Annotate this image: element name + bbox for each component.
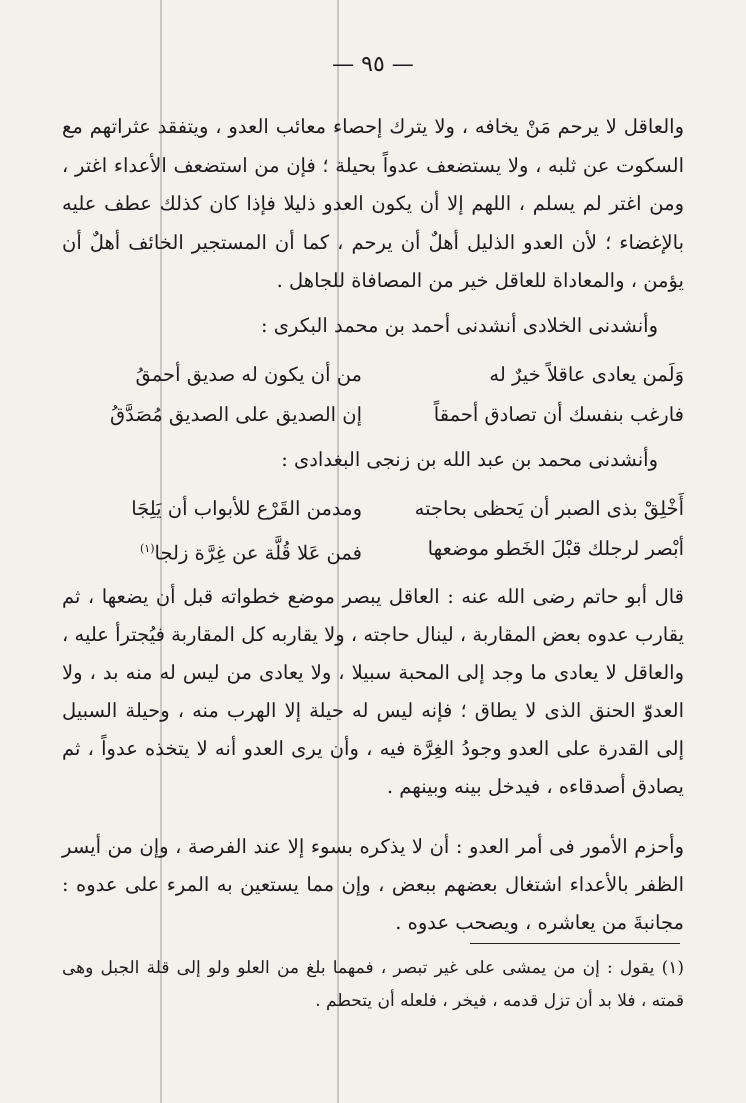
verse-first-hemistich: أَخْلِقْ بذى الصبر أن يَحظى بحاجته xyxy=(414,497,684,520)
verse-intro-2: وأنشدنى محمد بن عبد الله بن زنجى البغدادى : xyxy=(281,448,658,471)
verse-first-hemistich: أبْصر لرجلك قبْلَ الخَطو موضعها xyxy=(427,537,684,560)
verse-first-hemistich: فارغب بنفسك أن تصادق أحمقاً xyxy=(433,403,684,426)
footnote-separator xyxy=(470,943,680,944)
verse-second-hemistich: إن الصديق على الصديق مُصَدَّقُ xyxy=(110,403,362,426)
page-number: — ٩٥ — xyxy=(332,52,414,77)
verse-line xyxy=(62,356,684,394)
paragraph-2: قال أبو حاتم رضى الله عنه : العاقل يبصر موضع خطواته قبل أن يضعها ، ثم يقارب عدوه بعض المقاربة ، لينال حاجته ، ولا يقاربه كل المقاربة فيُجترأ عليه ، والعاقل لا يعادى ما وجد إلى المحبة سبيلا ، ولا يعادى من ليس له منه بد ، ولا العدوّ الحنق الذى لا يطاق ؛ فإنه ليس له حيلة إلا الهرب منه ، وحيلة السبيل إلى القدرة على العدو وجودُ الغِرَّة فيه ، وأن يرى العدو أنه لا يتخذه عدواً ، ثم يصادق أصدقاءه ، فيدخل بينه وبينهم . xyxy=(62,585,684,798)
paragraph-1: والعاقل لا يرحم مَنْ يخافه ، ولا يترك إحصاء معائب العدو ، ويتفقد عثراتهم مع السكوت عن ثلبه ، ولا يستضعف عدواً بحيلة ؛ فإن من استضعف الأعداء اغتر ، ومن اغتر لم يسلم ، اللهم إلا أن يكون العدو ذليلا فإذا كان كذلك عطف عليه بالإغضاء ؛ لأن العدو الذليل أهلٌ أن يرحم ، كما أن المستجير الخائف أهلٌ أن يؤمن ، والمعاداة للعاقل خير من المصافاة للجاهل . xyxy=(62,115,684,292)
verse-second-hemistich xyxy=(62,530,362,573)
footnote-text: (١) يقول : إن من يمشى على غير تبصر ، فمهما بلغ من العلو ولو إلى قلة الجبل وهى قمته ، فلا بد أن تزل قدمه ، فيخر ، فلعله أن يتحطم . xyxy=(62,958,684,1011)
verse-second-hemistich: من أن يكون له صديق أحمقُ xyxy=(135,363,362,386)
verse-intro-1: وأنشدنى الخلادى أنشدنى أحمد بن محمد البكرى : xyxy=(260,314,658,337)
verse-first-hemistich: وَلَمن يعادى عاقلاً خيرٌ له xyxy=(489,363,684,386)
verse-line xyxy=(62,530,684,568)
paragraph-3: وأحزم الأمور فى أمر العدو : أن لا يذكره بسوء إلا عند الفرصة ، وإن من أيسر الظفر بالأعداء اشتغال بعضهم ببعض ، وإن مما يستعين به المرء على عدوه : مجانبةَ من يعاشره ، ويصحب عدوه . xyxy=(62,835,684,934)
verse-line xyxy=(62,396,684,434)
verse-line xyxy=(62,490,684,528)
verse-second-hemistich: ومدمن القَرْع للأبواب أن يَلِجَا xyxy=(131,497,362,520)
footnote-ref: (١) xyxy=(140,542,155,555)
verse-text: فمن عَلا قُلَّة عن غِرَّة زلجا xyxy=(154,541,362,565)
